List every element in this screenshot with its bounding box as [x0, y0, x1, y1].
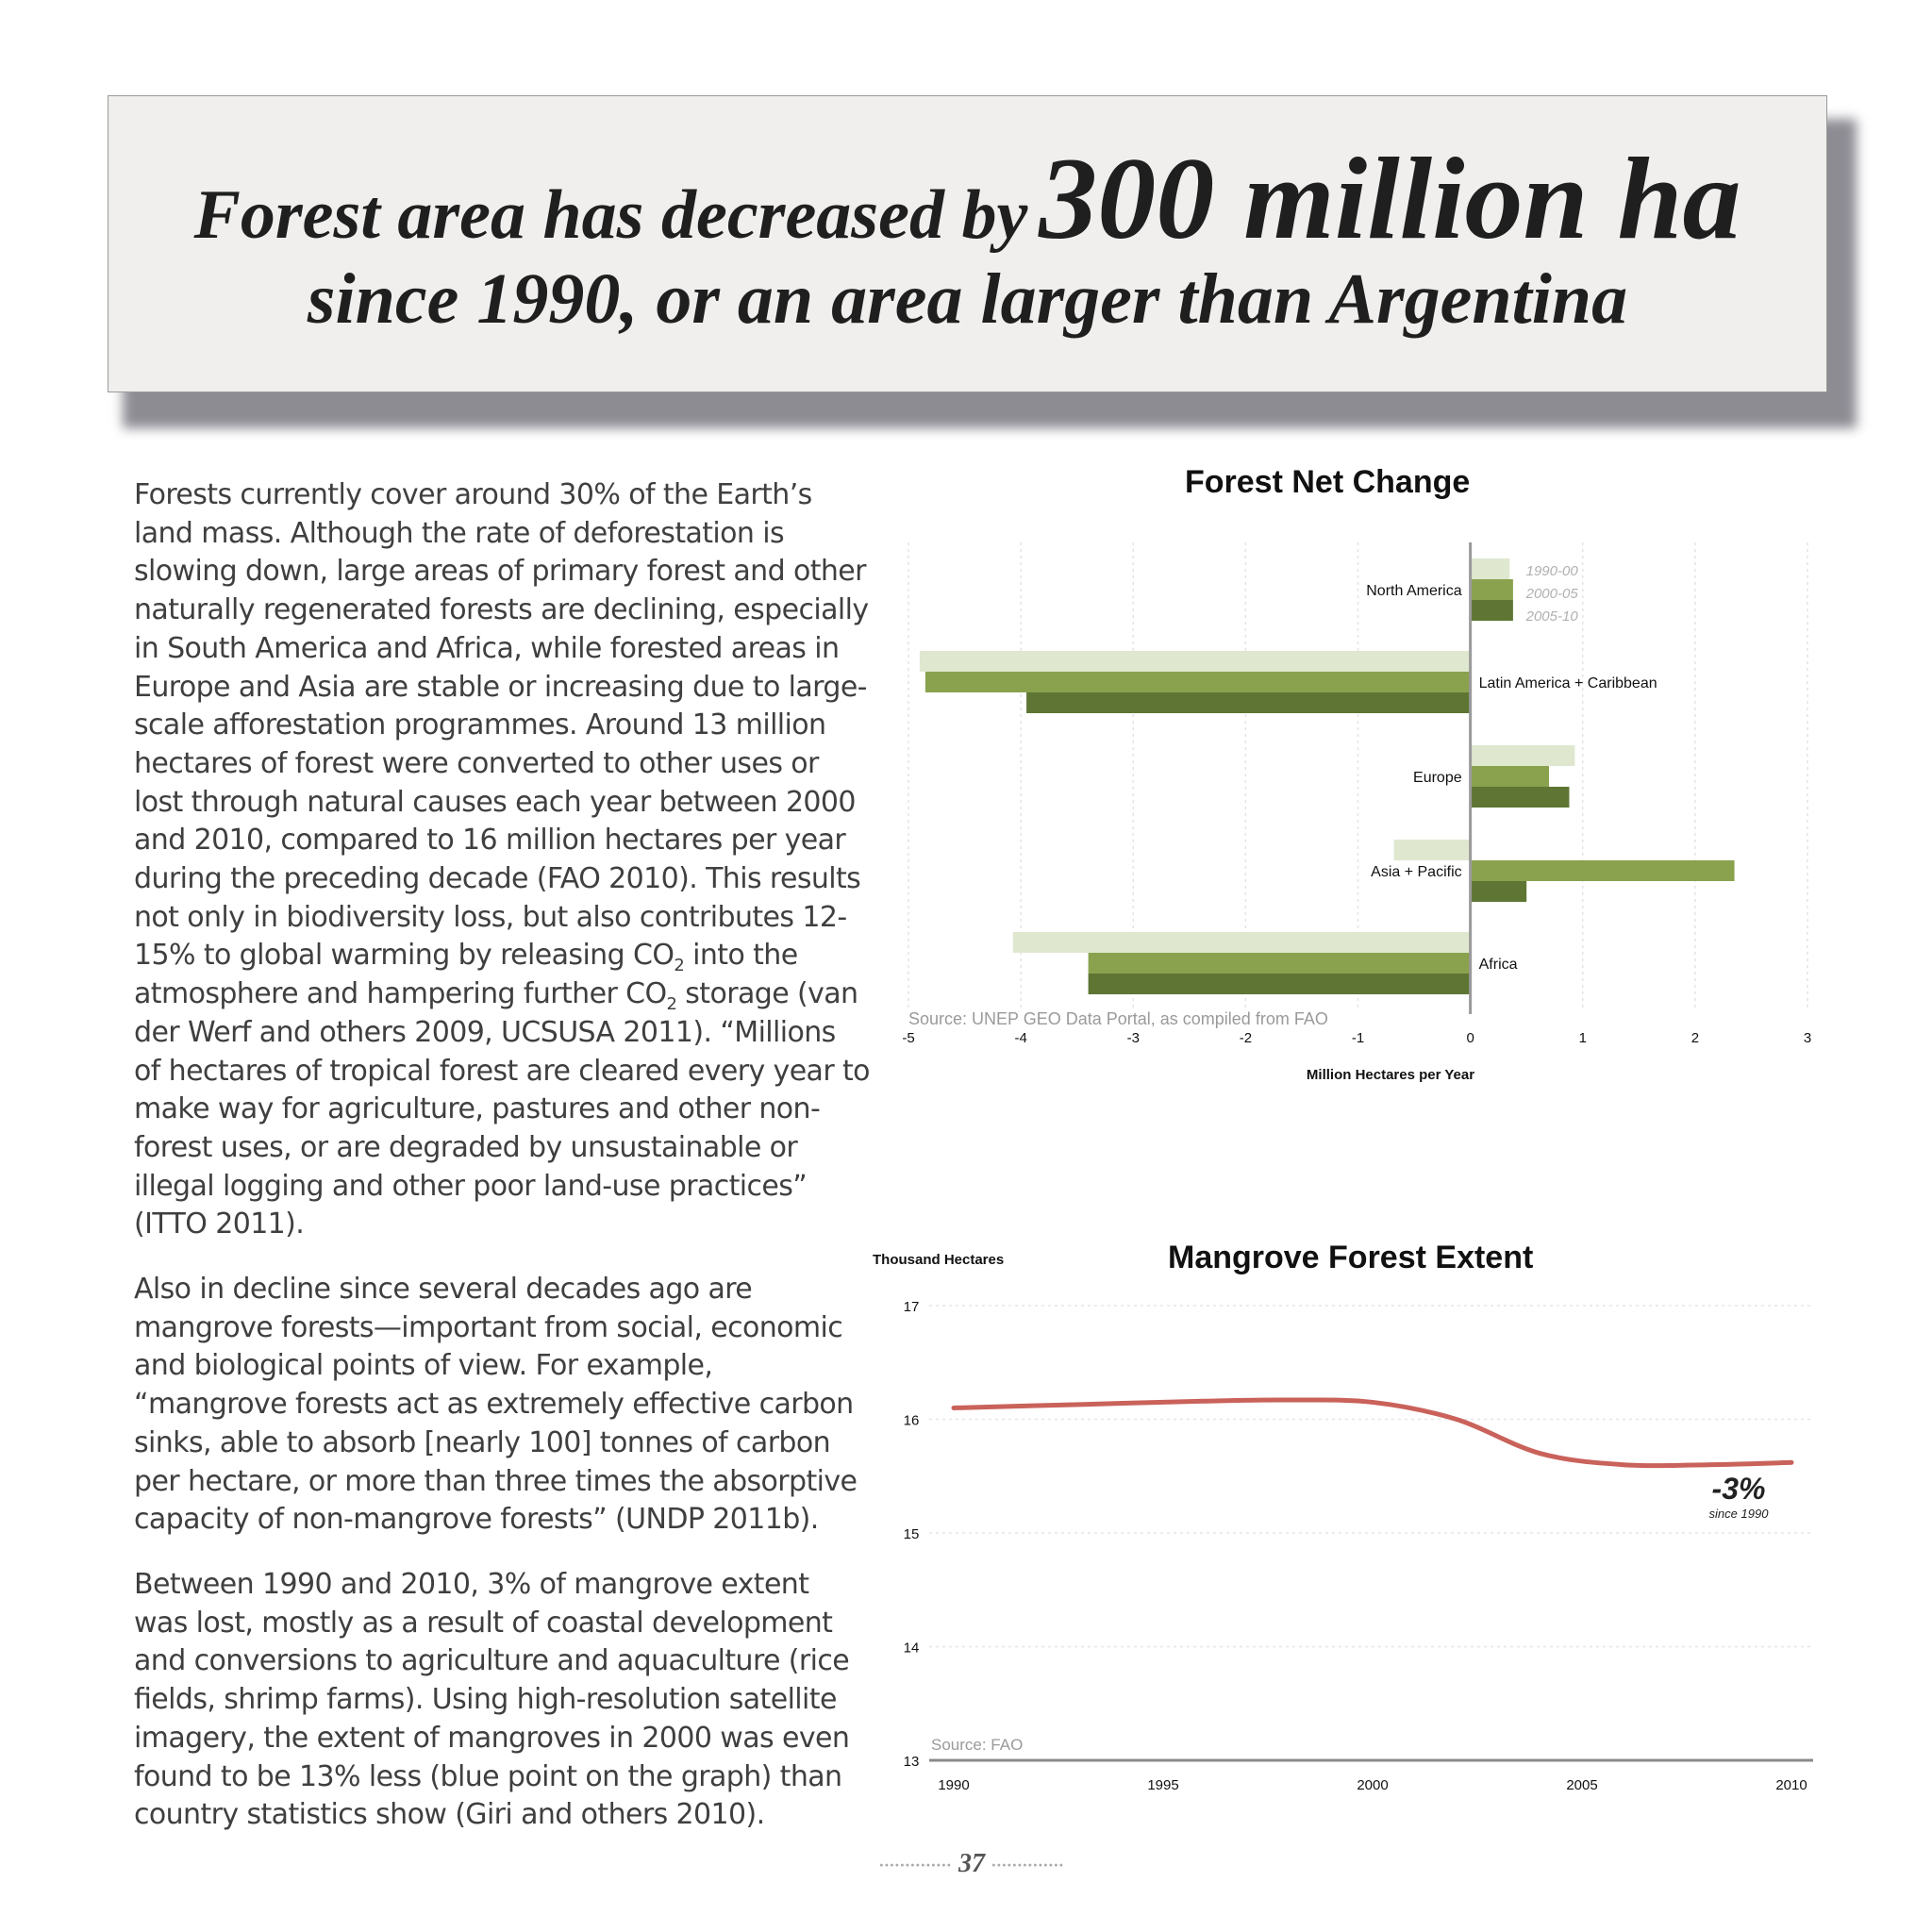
bar — [1089, 974, 1471, 994]
x-tick-label: 1990 — [938, 1777, 970, 1793]
paragraph-2: Also in decline since several decades ago are mangrove forests—important from social, economic and biological points of view. For example, “mangrove forests act as extremely effective carbon sinks, able to absorb [nearly 100] tonnes of carbon per hectare, or more than three times the absorptive capacity of non-mangrove forests” (UNDP 2011b). — [134, 1273, 858, 1537]
forest-chart-title: Forest Net Change — [1185, 464, 1471, 500]
bar — [1471, 745, 1575, 766]
bar — [1089, 953, 1471, 974]
category-label: Africa — [1478, 957, 1518, 973]
page-number-dots-right: ·············· — [991, 1856, 1064, 1875]
x-tick-label: 0 — [1466, 1030, 1474, 1046]
category-label: Latin America + Caribbean — [1478, 675, 1657, 691]
x-tick-label: -1 — [1351, 1030, 1365, 1046]
bar — [1013, 932, 1471, 953]
bar — [1471, 600, 1513, 621]
x-tick-label: 1 — [1578, 1030, 1587, 1046]
headline-line1 — [108, 132, 1826, 266]
chart-source: Source: UNEP GEO Data Portal, as compiled from FAO — [908, 1009, 1328, 1028]
paragraph-3: Between 1990 and 2010, 3% of mangrove extent was lost, mostly as a result of coastal development and conversions to agriculture and aquaculture (rice ﬁelds, shrimp farms). Using high-resolution satellite imagery, the extent of mangroves in 2000 was even found to be 13% less (blue point on the graph) than country statistics show (Giri and others 2010). — [134, 1567, 850, 1832]
page-number — [868, 1849, 1075, 1879]
legend-label: 1990-00 — [1525, 563, 1578, 579]
x-tick-label: -5 — [902, 1030, 915, 1046]
y-tick-label: 14 — [903, 1640, 920, 1657]
paragraph-1 — [134, 476, 870, 1244]
y-tick-label: 16 — [903, 1412, 920, 1429]
headline-lead: Forest area has decreased by — [193, 176, 1028, 254]
article-body — [134, 476, 870, 1861]
category-label: North America — [1366, 583, 1462, 599]
x-tick-label: -3 — [1126, 1030, 1140, 1046]
headline-line2: since 1990, or an area larger than Argentina — [307, 259, 1628, 339]
x-tick-label: -4 — [1014, 1030, 1027, 1046]
bar — [1471, 787, 1570, 808]
x-tick-label: 2005 — [1566, 1777, 1598, 1793]
paragraph-1-part-a: Forests currently cover around 30% of the Earth’s land mass. Although the rate of deforestation is slowing down, large areas of primary forest and other naturally regenerated forests are declining, especially in South America and Africa, while forested areas in Europe and Asia are stable or increasing due to large-scale afforestation programmes. Around 13 million hectares of forest were converted to other uses or lost through natural causes each year between 2000 and 2010, compared to 16 million hectares per year during the preceding decade (FAO 2010). This results not only in biodiversity loss, but also contributes 12-15% to global warming by releasing CO — [134, 478, 869, 973]
bar — [1471, 766, 1549, 787]
y-tick-label: 13 — [903, 1754, 920, 1770]
category-label: Europe — [1413, 770, 1462, 786]
y-tick-label: 17 — [903, 1299, 920, 1315]
mangrove-chart-title: Mangrove Forest Extent — [1168, 1240, 1534, 1275]
bar — [1471, 579, 1513, 600]
legend-label: 2005-10 — [1525, 608, 1578, 625]
bar — [1471, 860, 1735, 881]
bar — [925, 672, 1471, 692]
x-tick-label: 2 — [1690, 1030, 1700, 1046]
category-label: Asia + Pacific — [1371, 864, 1462, 880]
bar — [1026, 692, 1471, 713]
change-annotation-sub: since 1990 — [1708, 1507, 1769, 1521]
legend-label: 2000-05 — [1525, 586, 1578, 602]
y-axis-label: Thousand Hectares — [873, 1252, 1005, 1268]
subscript-2: 2 — [666, 994, 677, 1015]
bar — [1471, 881, 1527, 902]
mangrove-line — [954, 1400, 1791, 1466]
x-axis-label: Million Hectares per Year — [1306, 1067, 1475, 1083]
bar — [1394, 840, 1471, 860]
page-number-value: 37 — [958, 1849, 985, 1878]
change-annotation: -3% — [1711, 1472, 1766, 1506]
paragraph-1-part-c: storage (van der Werf and others 2009, UCSUSA 2011). “Millions of hectares of tropical forest are cleared every year to make way for agriculture, pastures and other non-forest uses, or are degraded by unsustainable or illegal logging and other poor land-use practices” (ITTO 2011). — [134, 977, 870, 1241]
bar — [1471, 558, 1510, 579]
x-tick-label: 2010 — [1775, 1777, 1807, 1793]
paragraph-1-part-b: into the atmosphere and hampering further CO — [134, 939, 798, 1011]
bar — [920, 651, 1471, 672]
headline-banner — [108, 95, 1827, 392]
chart-source: Source: FAO — [931, 1736, 1024, 1754]
subscript-2: 2 — [674, 956, 685, 976]
x-tick-label: 3 — [1803, 1030, 1812, 1046]
page-number-dots-left: ·············· — [879, 1856, 952, 1875]
y-tick-label: 15 — [903, 1526, 920, 1542]
x-tick-label: 1995 — [1147, 1777, 1179, 1793]
x-tick-label: 2000 — [1357, 1777, 1389, 1793]
headline-figure: 300 million ha — [1039, 134, 1741, 263]
x-tick-label: -2 — [1239, 1030, 1253, 1046]
